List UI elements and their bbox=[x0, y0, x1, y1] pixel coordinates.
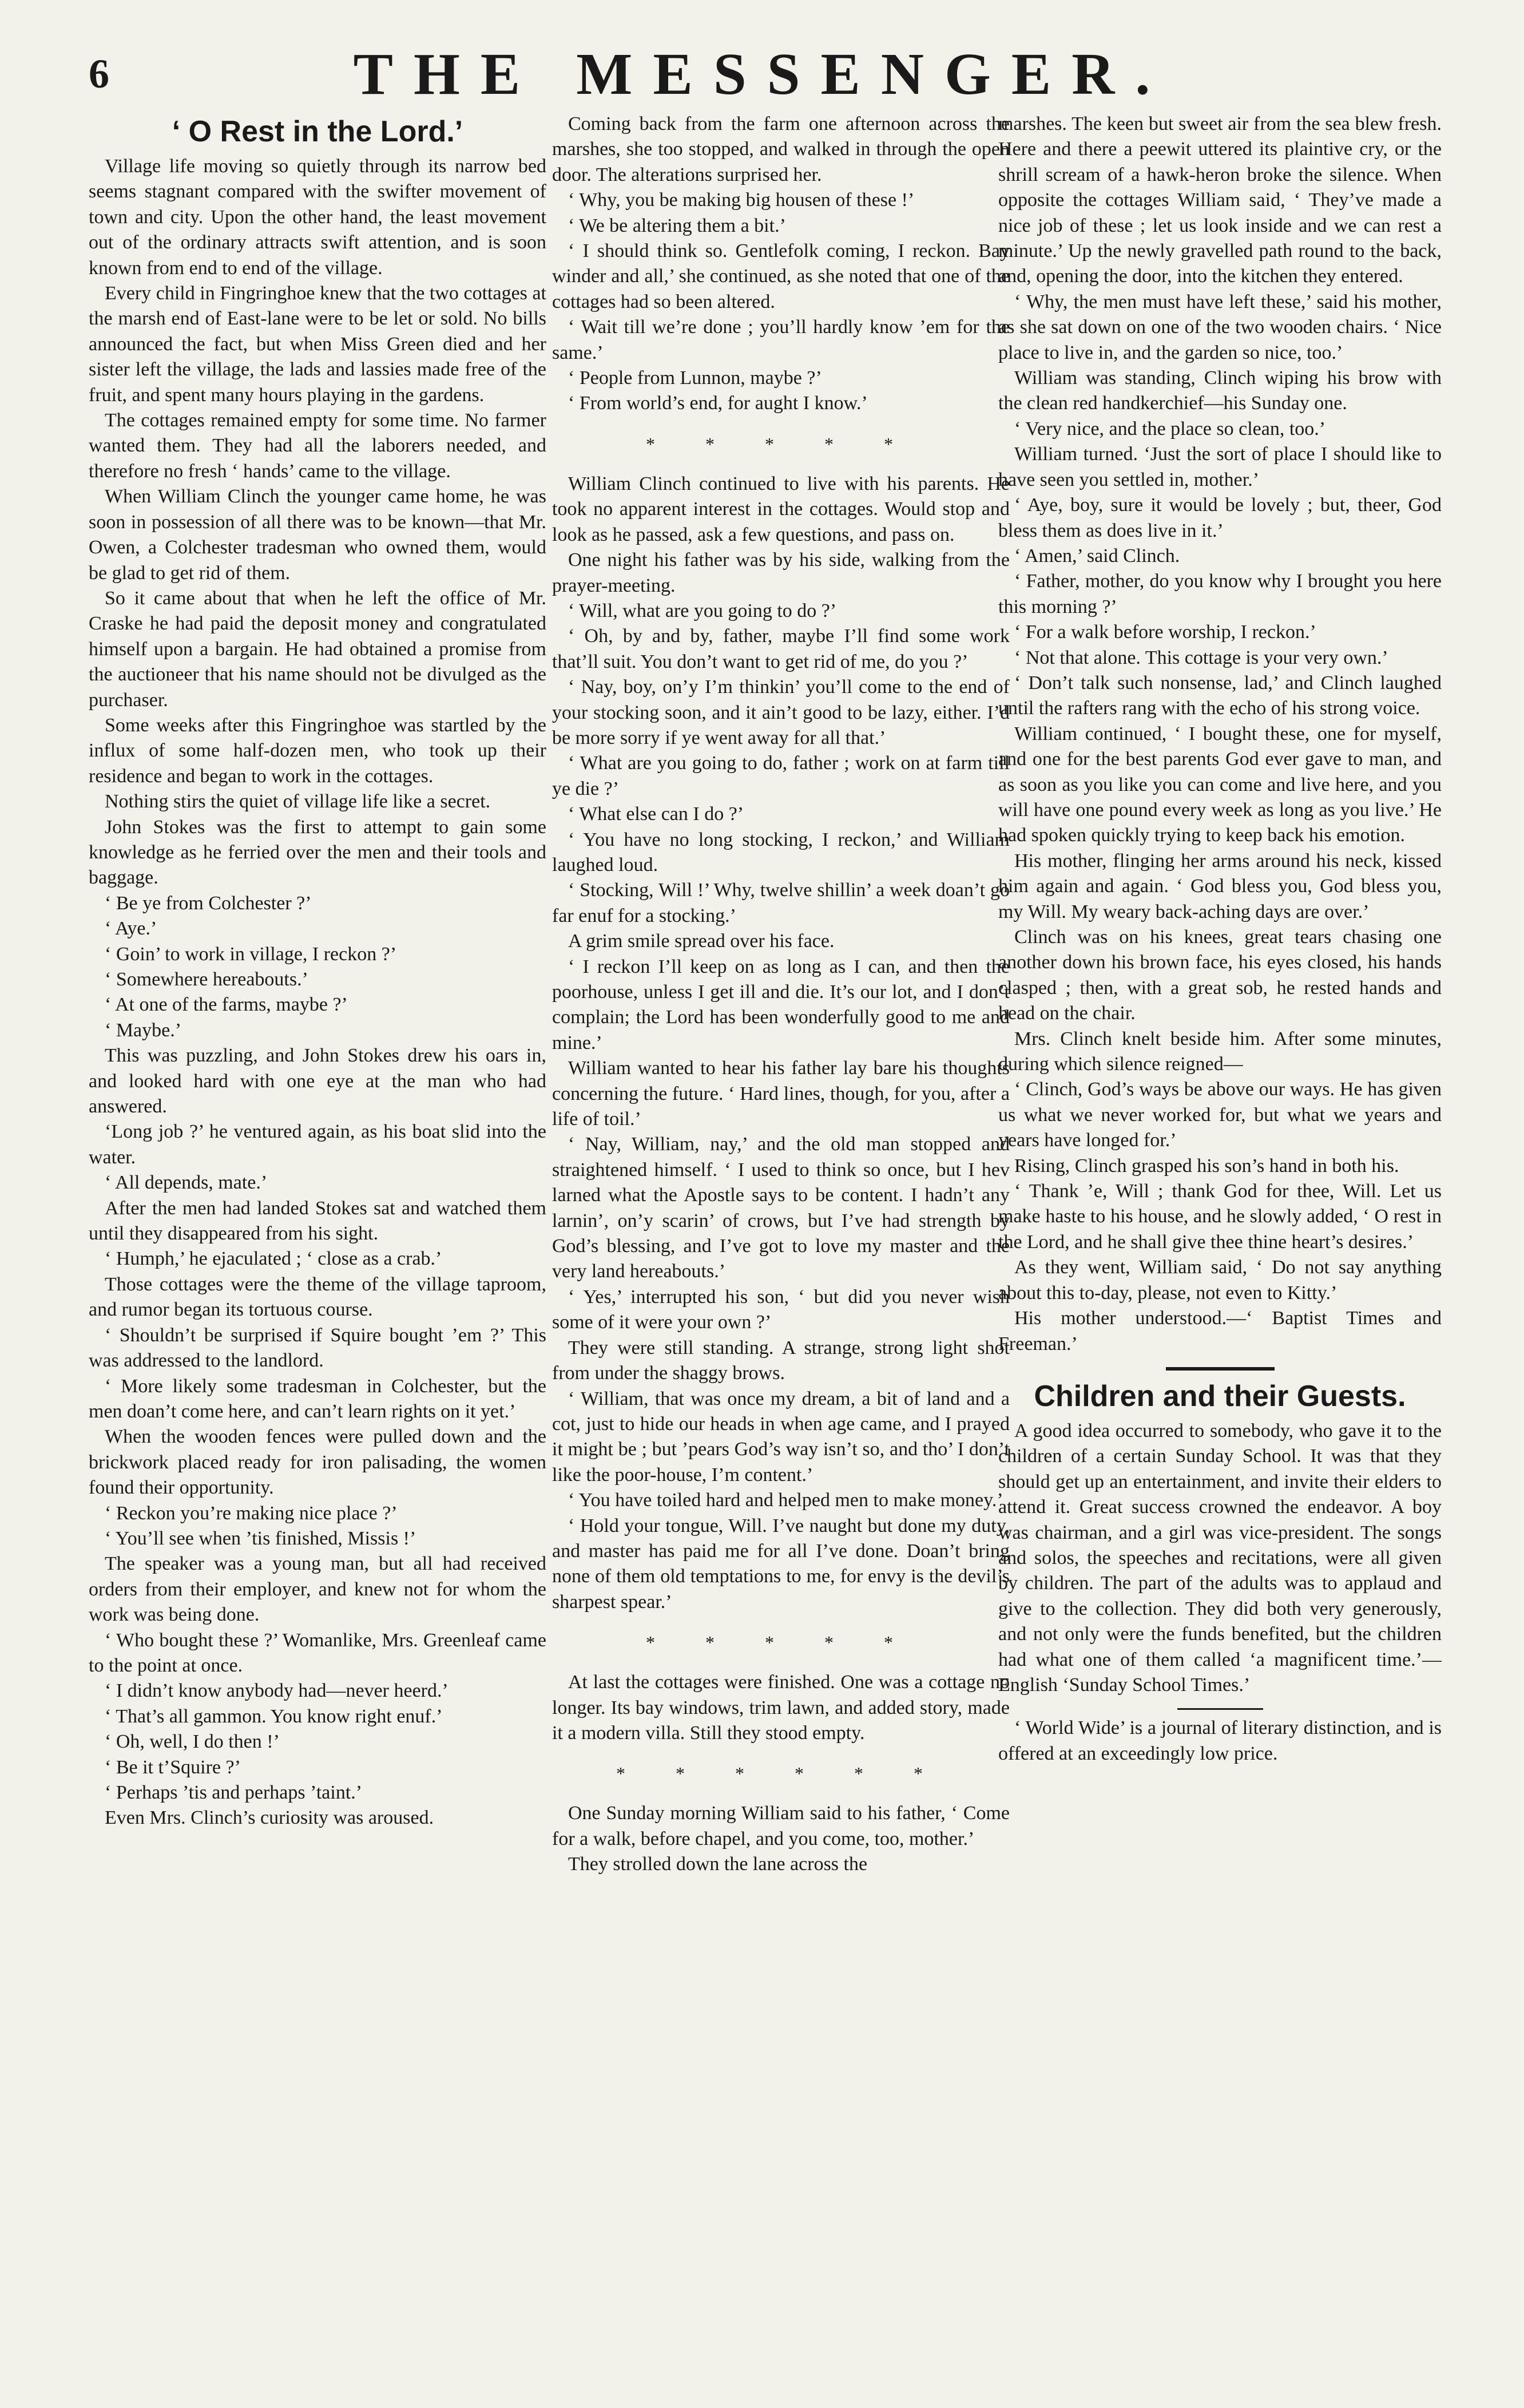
article-body-col2d bbox=[552, 1801, 1010, 1877]
paragraph: ‘ Father, mother, do you know why I brought you here this morning ?’ bbox=[998, 571, 1442, 617]
article-body-col3 bbox=[998, 112, 1442, 1357]
paragraph: ‘ Will, what are you going to do ?’ bbox=[568, 600, 837, 621]
paragraph: One Sunday morning William said to his father, ‘ Come for a walk, before chapel, and you come, too, mother.’ bbox=[552, 1803, 1010, 1849]
masthead bbox=[0, 23, 1524, 114]
paragraph: ‘ Why, you be making big housen of these !’ bbox=[568, 189, 915, 211]
paragraph: ‘ Aye, boy, sure it would be lovely ; but, theer, God bless them as does live in it.’ bbox=[998, 494, 1442, 541]
paragraph: ‘ More likely some tradesman in Colchester, but the men doan’t come here, and can’t learn rights on it yet.’ bbox=[89, 1375, 546, 1422]
paragraph: ‘ From world’s end, for aught I know.’ bbox=[568, 393, 868, 414]
paragraph: They strolled down the lane across the bbox=[568, 1853, 868, 1875]
article-body-col1 bbox=[89, 154, 546, 1831]
paragraph: ‘ Be ye from Colchester ?’ bbox=[105, 892, 312, 914]
paragraph: Every child in Fingringhoe knew that the two cottages at the marsh end of East-lane were to be let or sold. No bills announced the fact, but when Miss Green died and her sister left the village, the lads and lassies made free of the fruit, and spent many hours playing in the gardens. bbox=[89, 283, 546, 406]
paragraph: ‘ You have no long stocking, I reckon,’ and William laughed loud. bbox=[552, 829, 1010, 876]
paragraph: His mother, flinging her arms around his neck, kissed him again and again. ‘ God bless you, God bless you, my Will. My weary back-aching days are over.’ bbox=[998, 850, 1442, 922]
paragraph: ‘ You’ll see when ’tis finished, Missis !’ bbox=[105, 1527, 416, 1549]
paragraph: The cottages remained empty for some time. No farmer wanted them. They had all the laborers needed, and therefore no fresh ‘ hands’ came to the village. bbox=[89, 410, 546, 482]
section-separator: * * * * * bbox=[646, 433, 916, 454]
paragraph: ‘ Be it t’Squire ?’ bbox=[105, 1756, 241, 1778]
paragraph: ‘ Why, the men must have left these,’ said his mother, as she sat down on one of the two wooden chairs. ‘ Nice place to live in, and the garden so nice, too.’ bbox=[998, 291, 1442, 363]
paragraph: Those cottages were the theme of the village taproom, and rumor began its tortuous course. bbox=[89, 1273, 546, 1321]
paragraph: ‘ Hold your tongue, Will. I’ve naught but done my duty, and master has paid me for all I’ve done. Doan’t bring none of them old temptations to me, for envy is the devil’s sharpest spear.’ bbox=[552, 1515, 1010, 1613]
paragraph: ‘ What else can I do ?’ bbox=[568, 803, 744, 825]
paragraph: ‘ Somewhere hereabouts.’ bbox=[105, 969, 308, 990]
paragraph: ‘ That’s all gammon. You know right enuf.’ bbox=[105, 1705, 443, 1727]
paragraph: ‘ Amen,’ said Clinch. bbox=[1014, 545, 1180, 567]
column-1 bbox=[89, 112, 546, 2378]
paragraph: ‘ I reckon I’ll keep on as long as I can, and then the poorhouse, unless I get ill and die. It’s our lot, and I don’t complain; the Lord has been wonderfully good to me and mine.’ bbox=[552, 956, 1010, 1054]
paragraph: ‘ Not that alone. This cottage is your very own.’ bbox=[1014, 647, 1388, 668]
paragraph: ‘ Reckon you’re making nice place ?’ bbox=[105, 1502, 398, 1524]
paragraph: ‘ We be altering them a bit.’ bbox=[568, 215, 786, 236]
paragraph: ‘ Who bought these ?’ Womanlike, Mrs. Greenleaf came to the point at once. bbox=[89, 1629, 546, 1676]
paragraph: One night his father was by his side, walking from the prayer-meeting. bbox=[552, 549, 1010, 596]
article-body-children bbox=[998, 1419, 1442, 1698]
paragraph: The speaker was a young man, but all had received orders from their employer, and knew not for whom the work was being done. bbox=[89, 1553, 546, 1626]
paragraph: ‘ Goin’ to work in village, I reckon ?’ bbox=[105, 943, 397, 965]
paragraph: Some weeks after this Fingringhoe was startled by the influx of some half-dozen men, who took up their residence and began to work in the cottages. bbox=[89, 714, 546, 787]
paragraph: As they went, William said, ‘ Do not say anything about this to-day, please, not even to Kitty.’ bbox=[998, 1257, 1442, 1304]
paragraph: William wanted to hear his father lay bare his thoughts concerning the future. ‘ Hard lines, though, for you, after a life of toil.’ bbox=[552, 1058, 1010, 1130]
paragraph: ‘ I didn’t know anybody had—never heerd.’ bbox=[105, 1680, 449, 1702]
paragraph: They were still standing. A strange, strong light shot from under the shaggy brows. bbox=[552, 1337, 1010, 1384]
article-title: ‘ O Rest in the Lord.’ bbox=[172, 115, 463, 148]
paragraph: ‘ What are you going to do, father ; work on at farm till ye die ?’ bbox=[552, 752, 1010, 799]
article-body-col2c bbox=[552, 1670, 1010, 1746]
paragraph: A grim smile spread over his face. bbox=[568, 930, 835, 952]
paragraph: Rising, Clinch grasped his son’s hand in both his. bbox=[1014, 1155, 1399, 1177]
paragraph: ‘ Nay, boy, on’y I’m thinkin’ you’ll come to the end of your stocking soon, and it ain’t good to be lazy, either. I’d be more sorry if ye went away for all that.’ bbox=[552, 676, 1010, 748]
page-number: 6 bbox=[89, 51, 109, 97]
paragraph: William Clinch continued to live with his parents. He took no apparent interest in the cottages. Would stop and look as he passed, ask a few questions, and pass on. bbox=[552, 473, 1010, 545]
paragraph: Coming back from the farm one afternoon across the marshes, she too stopped, and walked in through the open door. The alterations surprised her. bbox=[552, 113, 1010, 185]
notice-world-wide: ‘ World Wide’ is a journal of literary distinction, and is offered at an exceedingly low price. bbox=[998, 1717, 1442, 1764]
paragraph: ‘ Oh, well, I do then !’ bbox=[105, 1731, 280, 1753]
paragraph: ‘ Thank ’e, Will ; thank God for thee, Will. Let us make haste to his house, and he slowly added, ‘ O rest in the Lord, and he shall give thee thine heart’s desires.’ bbox=[998, 1181, 1442, 1253]
paragraph: When William Clinch the younger came home, he was soon in possession of all there was to be known—that Mr. Owen, a Colchester tradesman who owned them, would be glad to get rid of them. bbox=[89, 486, 546, 584]
paragraph: Mrs. Clinch knelt beside him. After some minutes, during which silence reigned— bbox=[998, 1028, 1442, 1075]
paragraph: ‘ Humph,’ he ejaculated ; ‘ close as a crab.’ bbox=[105, 1248, 442, 1270]
paragraph: Even Mrs. Clinch’s curiosity was aroused. bbox=[105, 1807, 434, 1829]
paragraph: Village life moving so quietly through its narrow bed seems stagnant compared with the swifter movement of town and city. Upon the other hand, the least movement out of the ordinary attracts swift attention, and is soon known from end to end of the village. bbox=[89, 156, 546, 279]
paragraph: A good idea occurred to somebody, who gave it to the children of a certain Sunday School. It was that they should get up an entertainment, and invite their elders to attend it. Great success crowned the endeavor. A boy was chairman, and a girl was vice-president. The songs and solos, the speeches and recitations, were all given by children. The part of the adults was to applaud and give to the collection. They did both very generously, and not only were the funds benefited, but the children had what one of them called ‘a magnificent time.’—English ‘Sunday School Times.’ bbox=[998, 1420, 1442, 1696]
paragraph: ‘ Shouldn’t be surprised if Squire bought ’em ?’ This was addressed to the landlord. bbox=[89, 1324, 546, 1372]
paragraph: William was standing, Clinch wiping his brow with the clean red handkerchief—his Sunday one. bbox=[998, 367, 1442, 414]
paragraph: ‘ Yes,’ interrupted his son, ‘ but did you never wish some of it were your own ?’ bbox=[552, 1286, 1010, 1333]
paragraph: His mother understood.—‘ Baptist Times and Freeman.’ bbox=[998, 1308, 1442, 1354]
paragraph: Nothing stirs the quiet of village life like a secret. bbox=[105, 791, 491, 813]
section-separator: * * * * * bbox=[646, 1632, 916, 1653]
column-3 bbox=[998, 112, 1442, 2378]
paragraph: William continued, ‘ I bought these, one for myself, and one for the best parents God ever gave to man, and as soon as you like you can come and live here, and you will have one pound every week as long as you live.’ He had spoken quickly trying to keep back his emotion. bbox=[998, 723, 1442, 846]
paragraph: ‘ At one of the farms, maybe ?’ bbox=[105, 994, 348, 1016]
paragraph: ‘ You have toiled hard and helped men to make money.’ bbox=[568, 1490, 1003, 1511]
paragraph: ‘ Stocking, Will !’ Why, twelve shillin’ a week doan’t go far enuf for a stocking.’ bbox=[552, 880, 1010, 926]
paragraph: ‘ For a walk before worship, I reckon.’ bbox=[1014, 621, 1316, 643]
paragraph: ‘ Maybe.’ bbox=[105, 1019, 182, 1041]
divider-rule bbox=[1177, 1708, 1263, 1710]
paragraph: ‘Long job ?’ he ventured again, as his boat slid into the water. bbox=[89, 1121, 546, 1168]
paragraph: ‘ All depends, mate.’ bbox=[105, 1172, 268, 1194]
paragraph: ‘ Nay, William, nay,’ and the old man stopped and straightened himself. ‘ I used to think so once, but I hev larned what the Apostle says to be content. I hadn’t any larnin’, on’y scarin’ of crows, but I’ve had strength by God’s blessing, and I’ve got to love my master and the very land hereabouts.’ bbox=[552, 1134, 1010, 1282]
paragraph: When the wooden fences were pulled down and the brickwork placed ready for iron palisading, the women found their opportunity. bbox=[89, 1426, 546, 1499]
paragraph: ‘ William, that was once my dream, a bit of land and a cot, just to hide our heads in when age came, and I prayed it might be ; but ’pears God’s way isn’t so, and tho’ I don’t like the poor-house, I’m content.’ bbox=[552, 1388, 1010, 1486]
article-body-col2a bbox=[552, 112, 1010, 417]
paragraph: marshes. The keen but sweet air from the sea blew fresh. Here and there a peewit uttered its plaintive cry, or the shrill scream of a hawk-heron broke the silence. When opposite the cottages William said, ‘ They’ve made a nice job of these ; let us look inside and we can rest a minute.’ Up the newly gravelled path round to the back, and, opening the door, into the kitchen they entered. bbox=[998, 113, 1442, 287]
paragraph: ‘ Wait till we’re done ; you’ll hardly know ’em for the same.’ bbox=[552, 316, 1010, 363]
paragraph: So it came about that when he left the office of Mr. Craske he had paid the deposit money and congratulated himself upon a bargain. He had obtained a promise from the auctioneer that his name should not be divulged as the purchaser. bbox=[89, 587, 546, 711]
article-title-children: Children and their Guests. bbox=[1034, 1379, 1406, 1413]
paragraph: William turned. ‘Just the sort of place I should like to have seen you settled in, mother.’ bbox=[998, 443, 1442, 490]
paragraph: ‘ Oh, by and by, father, maybe I’ll find some work that’ll suit. You don’t want to get rid of me, do you ?’ bbox=[552, 625, 1010, 672]
newspaper-title: THE MESSENGER. bbox=[353, 41, 1171, 107]
section-separator: * * * * * * bbox=[616, 1763, 946, 1784]
paragraph: ‘ Perhaps ’tis and perhaps ’taint.’ bbox=[105, 1782, 363, 1803]
paragraph: ‘ I should think so. Gentlefolk coming, I reckon. Bay winder and all,’ she continued, as she noted that one of the cottages had so been altered. bbox=[552, 240, 1010, 312]
paragraph: John Stokes was the first to attempt to gain some knowledge as he ferried over the men and their tools and baggage. bbox=[89, 816, 546, 889]
paragraph: Clinch was on his knees, great tears chasing one another down his brown face, his eyes closed, his hands clasped ; then, with a great sob, he rested hands and head on the chair. bbox=[998, 926, 1442, 1024]
paragraph: After the men had landed Stokes sat and watched them until they disappeared from his sight. bbox=[89, 1197, 546, 1245]
paragraph: ‘ People from Lunnon, maybe ?’ bbox=[568, 367, 822, 389]
paragraph: ‘ Don’t talk such nonsense, lad,’ and Clinch laughed until the rafters rang with the echo of his strong voice. bbox=[998, 672, 1442, 719]
paragraph: At last the cottages were finished. One was a cottage no longer. Its bay windows, trim lawn, and added story, made it a modern villa. Still they stood empty. bbox=[552, 1672, 1010, 1744]
paragraph: ‘ Very nice, and the place so clean, too.’ bbox=[1014, 418, 1326, 439]
article-body-col2b bbox=[552, 472, 1010, 1615]
divider-rule bbox=[1166, 1367, 1275, 1371]
paragraph: ‘ Aye.’ bbox=[105, 918, 157, 940]
paragraph: ‘ Clinch, God’s ways be above our ways. He has given us what we never worked for, but what we years and years have longed for.’ bbox=[998, 1079, 1442, 1151]
paragraph: This was puzzling, and John Stokes drew his oars in, and looked hard with one eye at the man who had answered. bbox=[89, 1045, 546, 1118]
column-2 bbox=[552, 112, 1010, 2378]
